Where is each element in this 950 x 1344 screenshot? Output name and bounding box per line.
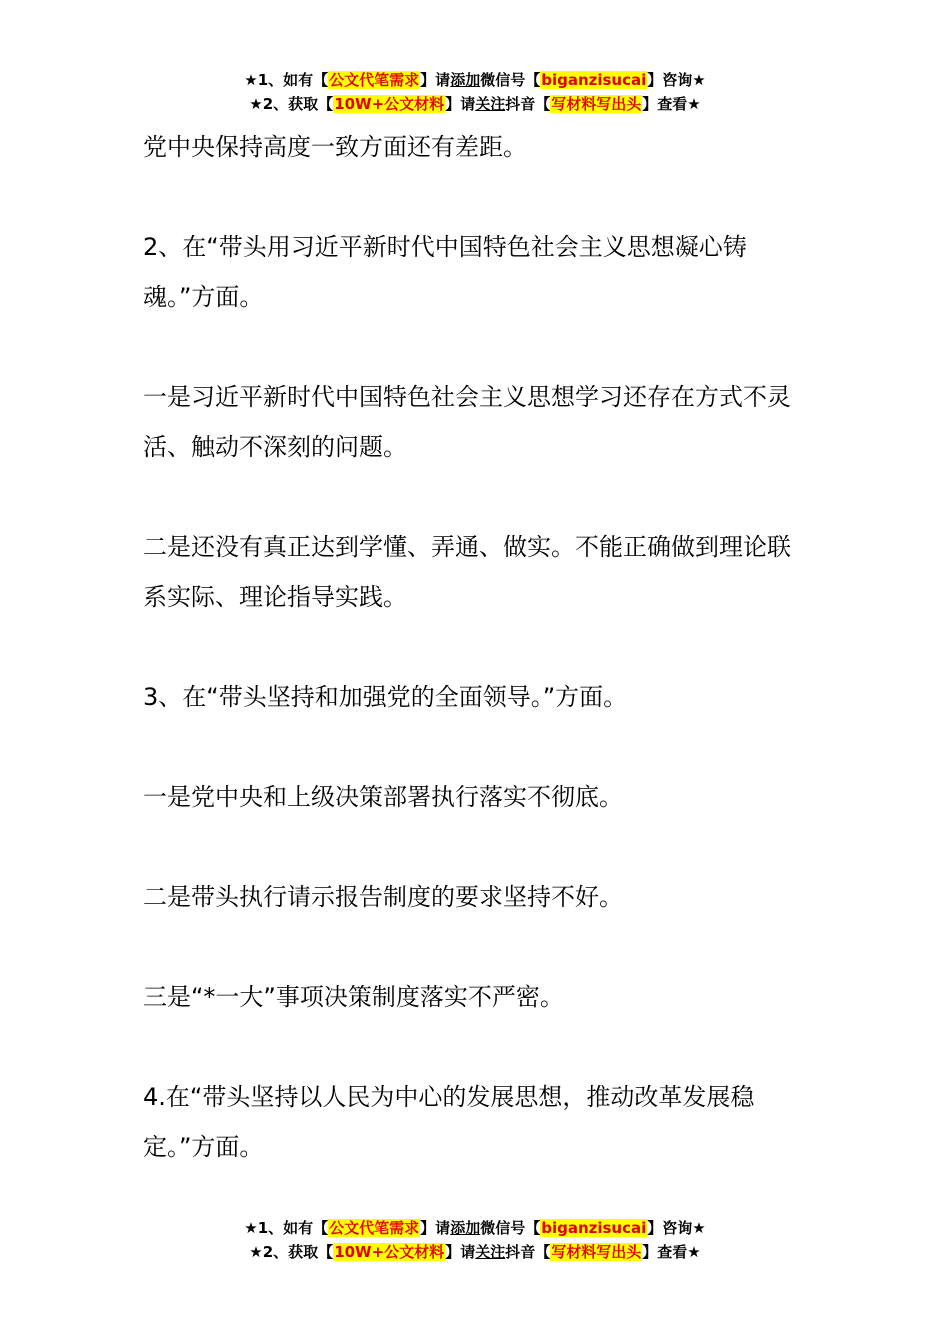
banner-highlight-wechat-id: biganzisucai [541, 1219, 647, 1237]
banner-line-1: ★1、如有【公文代笔需求】请添加微信号【biganzisucai】咨询★ [244, 71, 706, 89]
paragraph: 2、在“带头用习近平新时代中国特色社会主义思想凝心铸魂。”方面。 [143, 233, 747, 311]
banner-highlight-materials: 10W+公文材料 [334, 95, 445, 113]
banner-highlight-service: 公文代笔需求 [329, 71, 420, 89]
banner-highlight-service: 公文代笔需求 [329, 1219, 420, 1237]
banner-highlight-materials: 10W+公文材料 [334, 1243, 445, 1261]
banner-highlight-douyin: 写材料写出头 [551, 1243, 642, 1261]
paragraph: 二是还没有真正达到学懂、弄通、做实。不能正确做到理论联系实际、理论指导实践。 [143, 533, 791, 611]
footer-banner [0, 1216, 950, 1264]
header-banner [0, 68, 950, 116]
document-body [143, 122, 813, 1172]
paragraph: 4.在“带头坚持以人民为中心的发展思想，推动改革发展稳定。”方面。 [143, 1083, 755, 1161]
paragraph: 一是党中央和上级决策部署执行落实不彻底。 [143, 783, 623, 811]
paragraph: 党中央保持高度一致方面还有差距。 [143, 133, 527, 161]
banner-highlight-douyin: 写材料写出头 [551, 95, 642, 113]
banner-highlight-wechat-id: biganzisucai [541, 71, 647, 89]
paragraph: 三是“*一大”事项决策制度落实不严密。 [143, 983, 564, 1011]
banner-line-1: ★1、如有【公文代笔需求】请添加微信号【biganzisucai】咨询★ [244, 1219, 706, 1237]
paragraph: 二是带头执行请示报告制度的要求坚持不好。 [143, 883, 623, 911]
paragraph: 3、在“带头坚持和加强党的全面领导。”方面。 [143, 683, 628, 711]
banner-line-2: ★2、获取【10W+公文材料】请关注抖音【写材料写出头】查看★ [249, 95, 701, 113]
paragraph: 一是习近平新时代中国特色社会主义思想学习还存在方式不灵活、触动不深刻的问题。 [143, 383, 791, 461]
banner-line-2: ★2、获取【10W+公文材料】请关注抖音【写材料写出头】查看★ [249, 1243, 701, 1261]
